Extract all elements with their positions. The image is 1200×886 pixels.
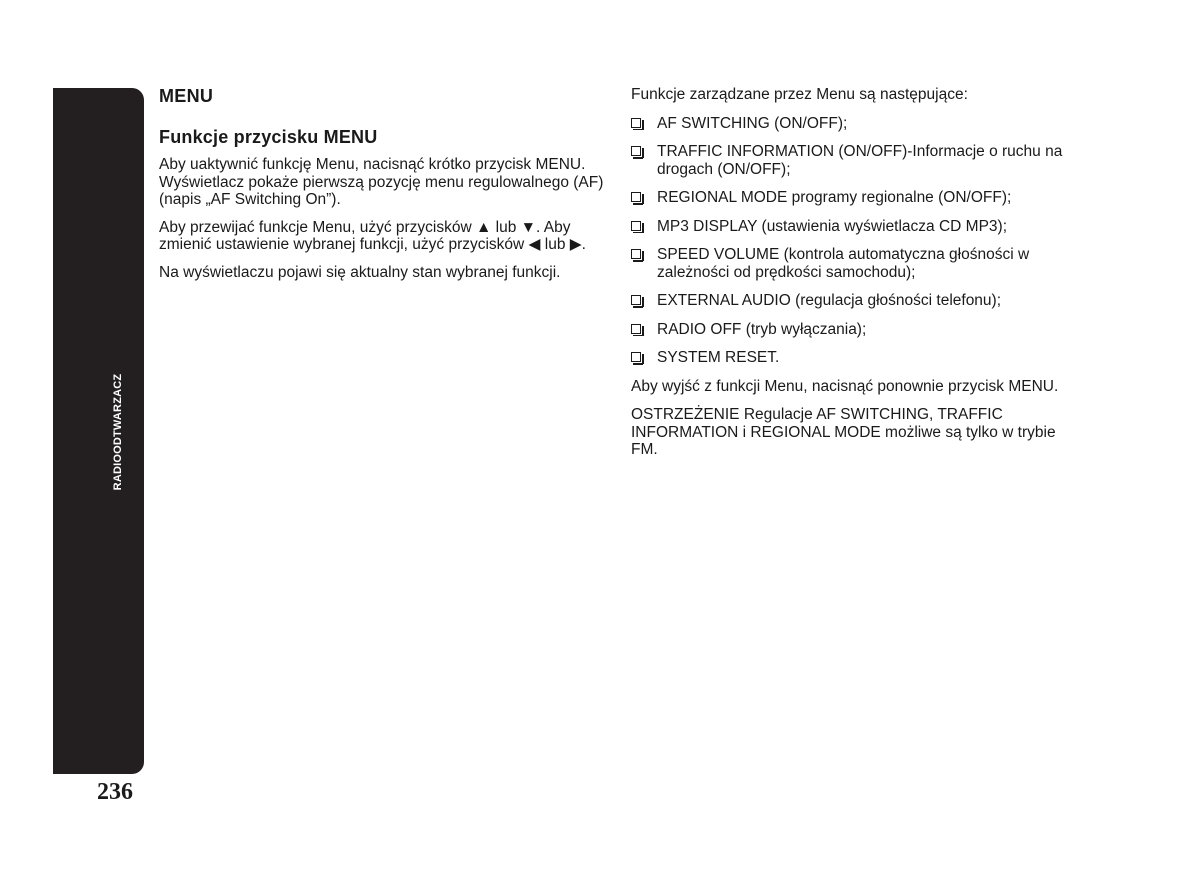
exit-note: Aby wyjść z funkcji Menu, nacisnąć ponownie przycisk MENU. xyxy=(631,377,1059,395)
section-label: RADIOODTWARZACZ xyxy=(112,373,124,491)
list-item xyxy=(631,218,1081,236)
list-item xyxy=(631,189,1081,207)
list-item xyxy=(631,143,1081,178)
list-item-text: EXTERNAL AUDIO (regulacja głośności telefonu); xyxy=(657,292,1002,309)
checkbox-bullet-icon xyxy=(631,146,641,156)
checkbox-bullet-icon xyxy=(631,221,641,231)
right-column xyxy=(631,84,1081,459)
paragraph-activate-menu: Aby uaktywnić funkcję Menu, nacisnąć krótko przycisk MENU. Wyświetlacz pokaże pierwszą pozycję menu regulowalnego (AF) (napis „AF Switching On”). xyxy=(159,156,604,208)
list-item-text: SPEED VOLUME (kontrola automatyczna głośności w zależności od prędkości samochodu); xyxy=(657,246,1030,281)
paragraph-navigate-menu: Aby przewijać funkcje Menu, użyć przycisków ▲ lub ▼. Aby zmienić ustawienie wybranej funkcji, użyć przycisków ◀ lub ▶. xyxy=(159,218,586,253)
list-item xyxy=(631,115,1081,133)
page-number: 236 xyxy=(97,779,133,805)
section-heading: MENU xyxy=(159,86,214,106)
list-item-text: TRAFFIC INFORMATION (ON/OFF)-Informacje o ruchu na drogach (ON/OFF); xyxy=(657,143,1063,178)
left-column xyxy=(159,84,609,281)
checkbox-bullet-icon xyxy=(631,352,641,362)
warning-note: OSTRZEŻENIE Regulacje AF SWITCHING, TRAFFIC INFORMATION i REGIONAL MODE możliwe są tylko w trybie FM. xyxy=(631,406,1056,458)
list-item-text: REGIONAL MODE programy regionalne (ON/OFF); xyxy=(657,189,1012,206)
paragraph-display-state: Na wyświetlaczu pojawi się aktualny stan wybranej funkcji. xyxy=(159,263,561,281)
checkbox-bullet-icon xyxy=(631,324,641,334)
checkbox-bullet-icon xyxy=(631,118,641,128)
subsection-heading: Funkcje przycisku MENU xyxy=(159,127,378,147)
list-item-text: RADIO OFF (tryb wyłączania); xyxy=(657,320,867,338)
list-item xyxy=(631,292,1081,310)
list-item-text: MP3 DISPLAY (ustawienia wyświetlacza CD MP3); xyxy=(657,217,1008,235)
checkbox-bullet-icon xyxy=(631,295,641,305)
list-item-text: AF SWITCHING (ON/OFF); xyxy=(657,114,848,132)
checkbox-bullet-icon xyxy=(631,249,641,259)
list-intro: Funkcje zarządzane przez Menu są następujące: xyxy=(631,86,968,103)
section-side-tab xyxy=(53,88,144,774)
menu-functions-list xyxy=(631,115,1081,367)
checkbox-bullet-icon xyxy=(631,192,641,202)
list-item xyxy=(631,246,1081,281)
list-item xyxy=(631,349,1081,367)
list-item xyxy=(631,321,1081,339)
list-item-text: SYSTEM RESET. xyxy=(657,349,780,366)
